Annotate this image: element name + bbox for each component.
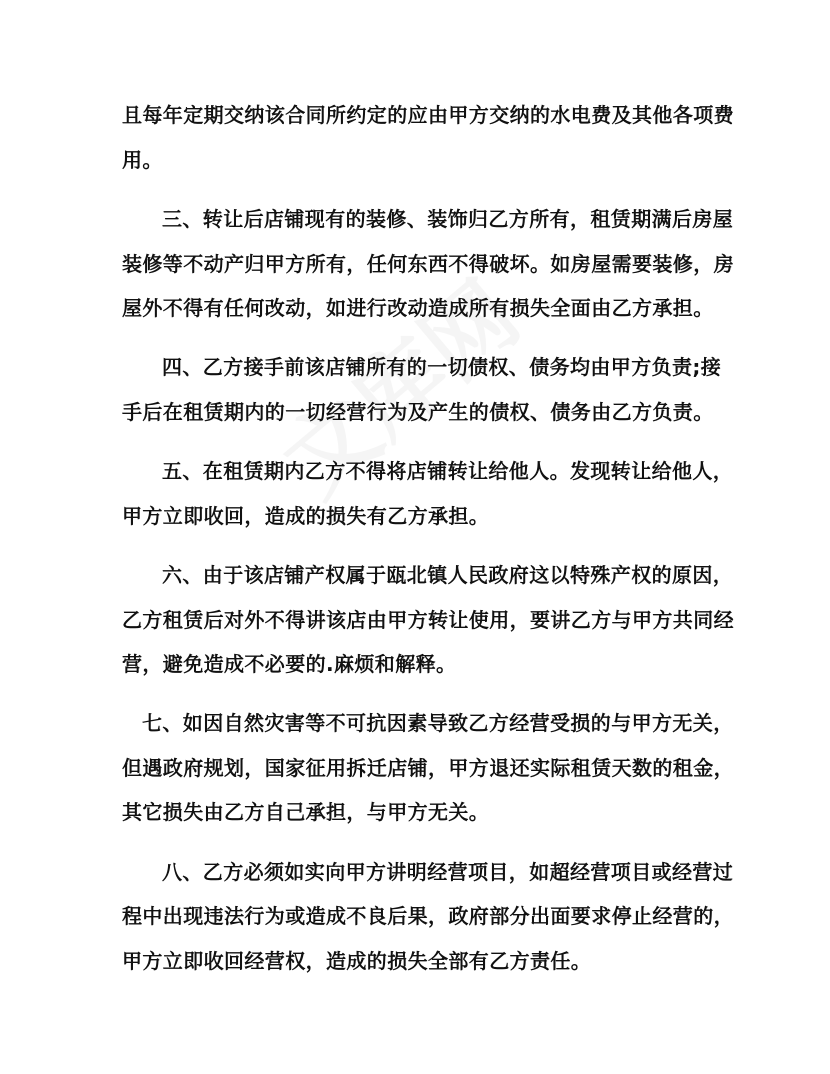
paragraph-line: 甲方立即收回，造成的损失有乙方承担。: [122, 504, 490, 528]
paragraph-line: 程中出现违法行为或造成不良后果，政府部分出面要求停止经营的，: [122, 904, 734, 928]
paragraph-line: 用。: [122, 148, 163, 172]
paragraph-line: 手后在租赁期内的一切经营行为及产生的债权、债务由乙方负责。: [122, 400, 714, 424]
paragraph-line: 七、如因自然灾害等不可抗因素导致乙方经营受损的与甲方无关，: [142, 711, 734, 735]
paragraph-line: 营，避免造成不必要的.麻烦和解释。: [122, 652, 457, 676]
paragraph-line: 甲方立即收回经营权，造成的损失全部有乙方责任。: [122, 949, 592, 973]
paragraph-line: 四、乙方接手前该店铺所有的一切债权、债务均由甲方负责;接: [162, 355, 722, 379]
paragraph-line: 五、在租赁期内乙方不得将店铺转让给他人。发现转让给他人，: [162, 459, 734, 483]
paragraph-line: 三、转让后店铺现有的装修、装饰归乙方所有，租赁期满后房屋: [162, 207, 734, 231]
paragraph-line: 其它损失由乙方自己承担，与甲方无关。: [122, 800, 490, 824]
paragraph-line: 且每年定期交纳该合同所约定的应由甲方交纳的水电费及其他各项费: [122, 103, 734, 127]
paragraph-line: 乙方租赁后对外不得讲该店由甲方转让使用，要讲乙方与甲方共同经: [122, 608, 734, 632]
paragraph-line: 屋外不得有任何改动，如进行改动造成所有损失全面由乙方承担。: [122, 296, 714, 320]
paragraph-line: 六、由于该店铺产权属于瓯北镇人民政府这以特殊产权的原因，: [162, 563, 734, 587]
paragraph-line: 装修等不动产归甲方所有，任何东西不得破坏。如房屋需要装修，房: [122, 252, 734, 276]
paragraph-line: 但遇政府规划，国家征用拆迁店铺，甲方退还实际租赁天数的租金，: [122, 756, 734, 780]
paragraph-line: 八、乙方必须如实向甲方讲明经营项目，如超经营项目或经营过: [162, 860, 734, 884]
